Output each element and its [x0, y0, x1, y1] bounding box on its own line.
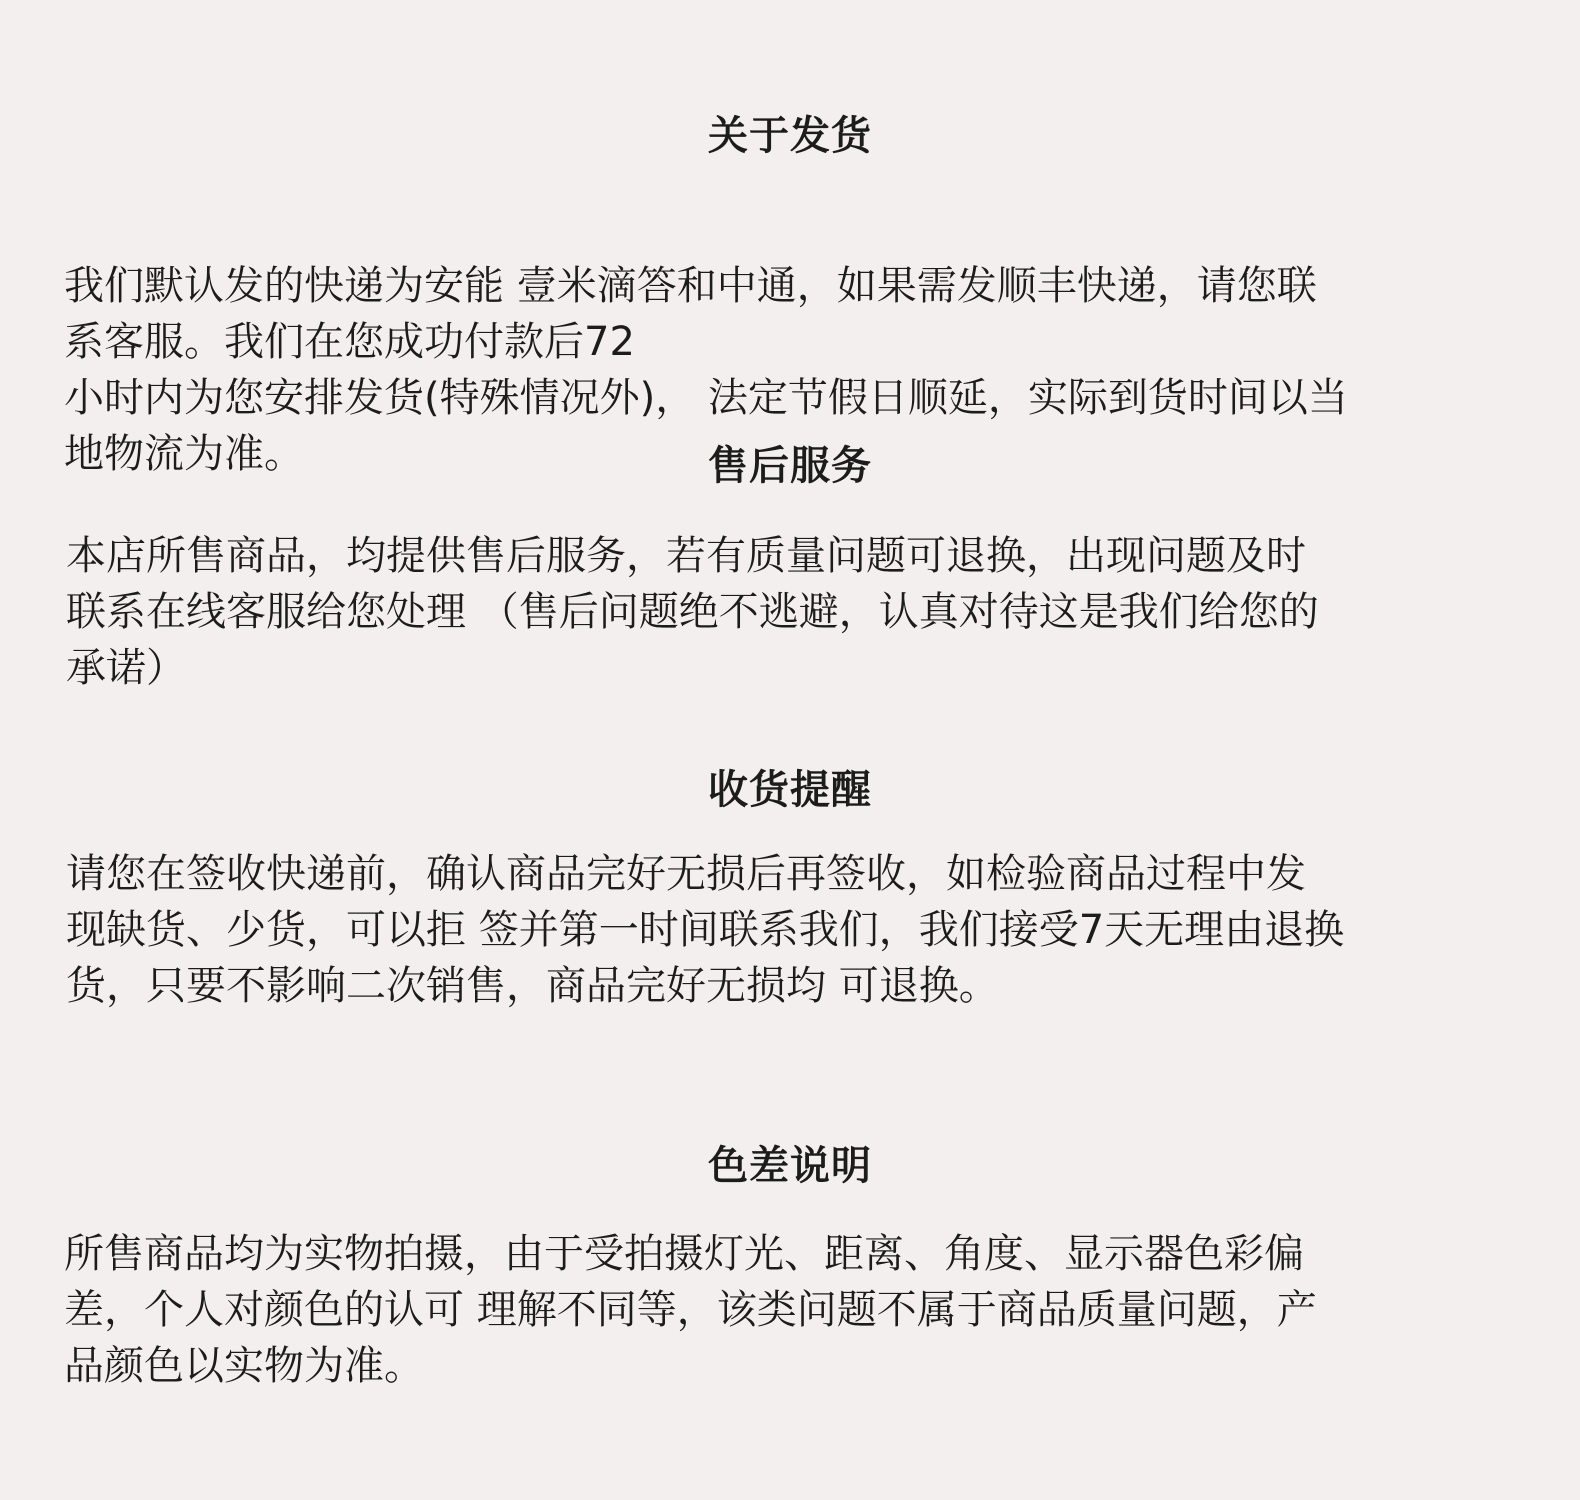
section-title-shipping: 关于发货 — [708, 113, 872, 159]
body-line: 我们默认发的快递为安能 壹米滴答和中通，如果需发顺丰快递，请您联 — [64, 263, 1317, 309]
section-body-after-sales — [66, 528, 1526, 696]
body-line: 差，个人对颜色的认可 理解不同等，该类问题不属于商品质量问题，产 — [64, 1287, 1317, 1333]
section-body-receipt-reminder — [66, 846, 1526, 1014]
section-title-after-sales: 售后服务 — [708, 443, 872, 489]
section-body-color-difference — [64, 1226, 1524, 1394]
body-line: 本店所售商品，均提供售后服务，若有质量问题可退换，出现问题及时 — [66, 533, 1306, 579]
body-line: 请您在签收快递前，确认商品完好无损后再签收，如检验商品过程中发 — [66, 851, 1306, 897]
section-title-receipt-reminder: 收货提醒 — [708, 767, 872, 813]
body-line: 品颜色以实物为准。 — [64, 1343, 424, 1389]
body-line: 小时内为您安排发货(特殊情况外)， 法定节假日顺延，实际到货时间以当 — [64, 375, 1348, 421]
section-title-color-difference: 色差说明 — [708, 1143, 872, 1189]
body-line: 地物流为准。 — [64, 431, 304, 477]
body-line: 现缺货、少货，可以拒 签并第一时间联系我们，我们接受7天无理由退换 — [66, 907, 1345, 953]
body-line: 货，只要不影响二次销售，商品完好无损均 可退换。 — [66, 963, 999, 1009]
body-line: 联系在线客服给您处理 （售后问题绝不逃避，认真对待这是我们给您的 — [66, 589, 1319, 635]
body-line: 所售商品均为实物拍摄，由于受拍摄灯光、距离、角度、显示器色彩偏 — [64, 1231, 1304, 1277]
body-line: 承诺） — [66, 645, 186, 691]
body-line: 系客服。我们在您成功付款后72 — [64, 319, 635, 365]
